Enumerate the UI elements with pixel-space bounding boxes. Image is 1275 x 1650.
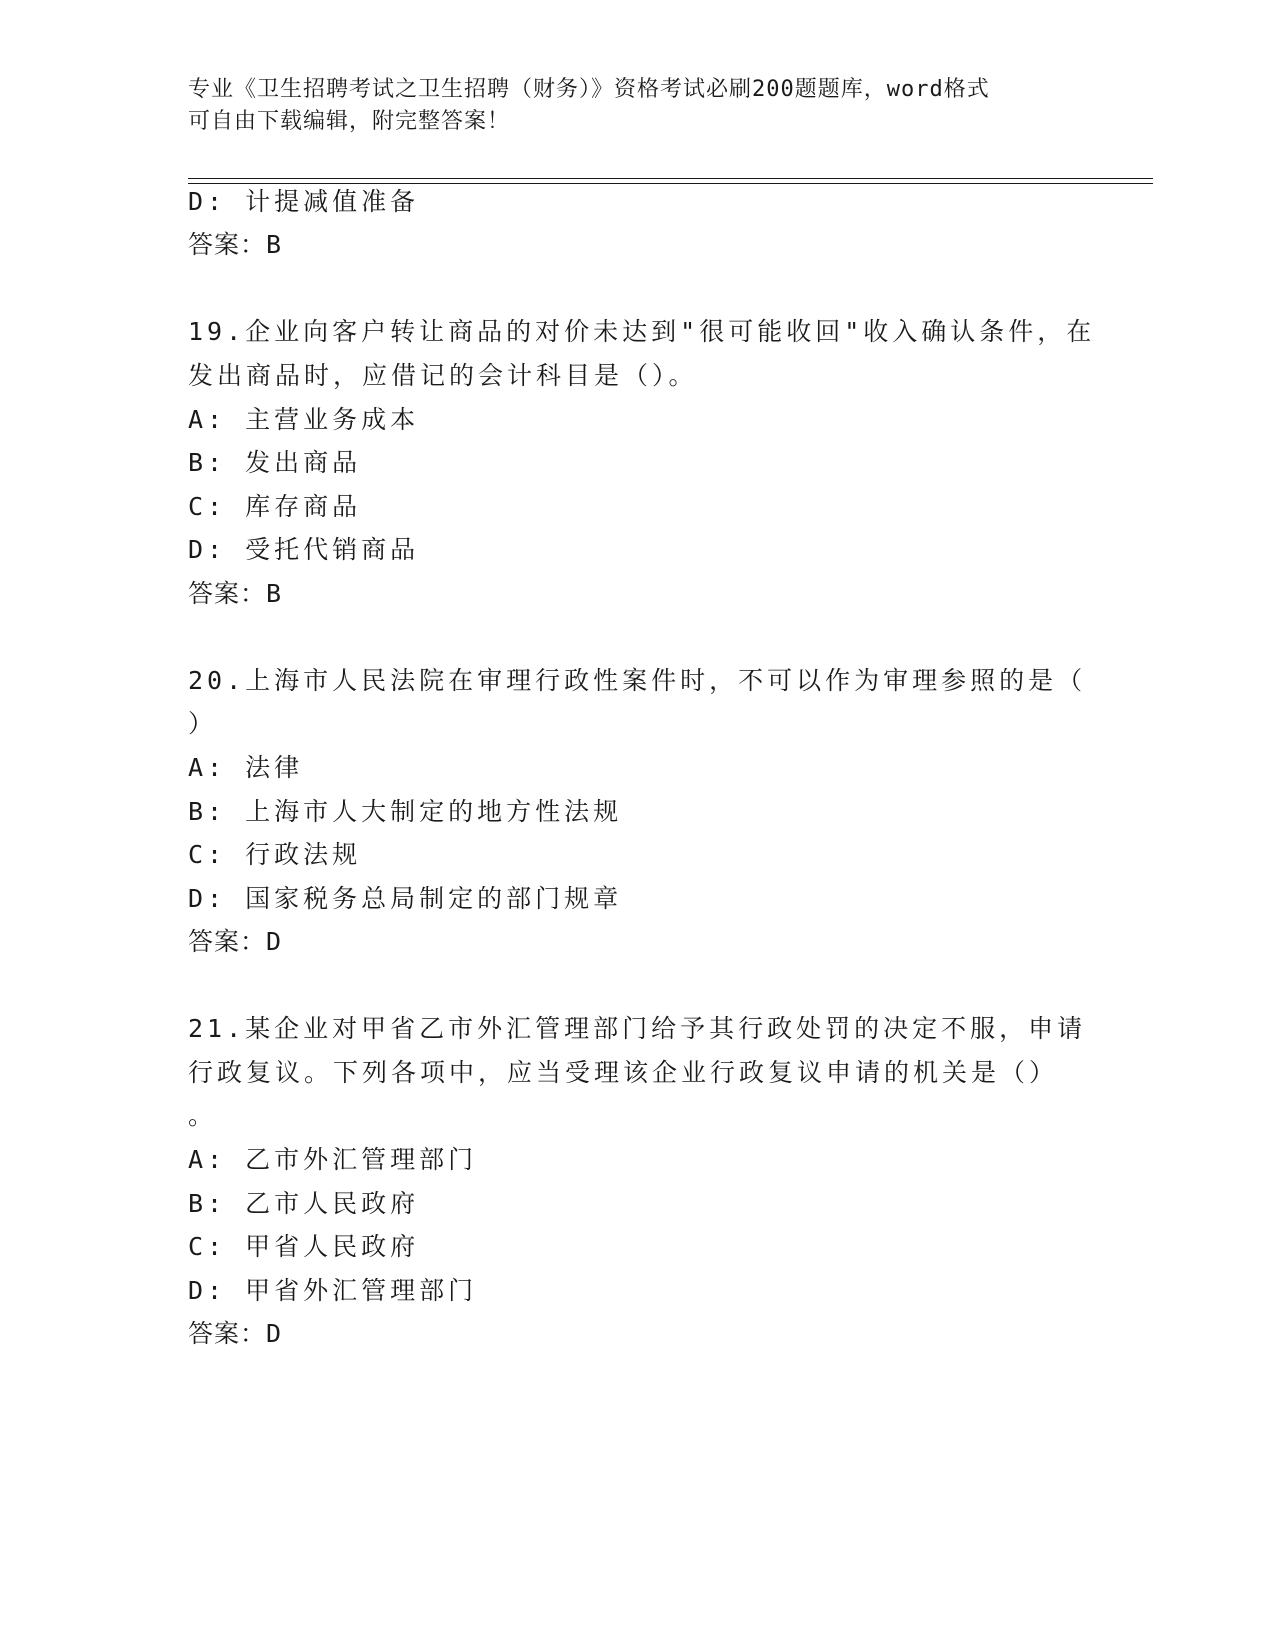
- q20-option-a: A: 法律: [188, 753, 304, 782]
- q21-stem-line2: 行政复议。下列各项中，应当受理该企业行政复议申请的机关是（）: [188, 1058, 1059, 1087]
- q19-option-a: A: 主营业务成本: [188, 405, 420, 434]
- prev-question-answer: 答案：B: [188, 230, 283, 259]
- q19-stem-line2: 发出商品时，应借记的会计科目是（）。: [188, 361, 698, 390]
- q21-option-a: A: 乙市外汇管理部门: [188, 1145, 478, 1174]
- q21-stem-line3: 。: [188, 1101, 218, 1130]
- q20-stem-line2: ）: [188, 709, 218, 738]
- document-header: [188, 74, 1088, 138]
- prev-question-option-d: D: 计提减值准备: [188, 187, 420, 216]
- q19-answer: 答案：B: [188, 579, 283, 608]
- q20-answer: 答案：D: [188, 927, 283, 956]
- q21-option-b: B: 乙市人民政府: [188, 1189, 420, 1218]
- header-title-line2: 可自由下载编辑，附完整答案！: [188, 109, 511, 134]
- q21-answer: 答案：D: [188, 1319, 283, 1348]
- q19-stem-line1: 19.企业向客户转让商品的对价未达到"很可能收回"收入确认条件，在: [188, 317, 1096, 346]
- header-title-line1: 专业《卫生招聘考试之卫生招聘（财务）》资格考试必刷200题题库，word格式: [188, 77, 990, 102]
- q19-option-d: D: 受托代销商品: [188, 535, 420, 564]
- q21-option-d: D: 甲省外汇管理部门: [188, 1276, 478, 1305]
- header-divider: [188, 178, 1153, 184]
- q20-stem-line1: 20.上海市人民法院在审理行政性案件时，不可以作为审理参照的是（: [188, 666, 1087, 695]
- q20-option-b: B: 上海市人大制定的地方性法规: [188, 797, 623, 826]
- q20-option-c: C: 行政法规: [188, 840, 362, 869]
- q21-stem-line1: 21.某企业对甲省乙市外汇管理部门给予其行政处罚的决定不服，申请: [188, 1014, 1087, 1043]
- q19-option-b: B: 发出商品: [188, 448, 362, 477]
- q19-option-c: C: 库存商品: [188, 492, 362, 521]
- q20-option-d: D: 国家税务总局制定的部门规章: [188, 884, 623, 913]
- q21-option-c: C: 甲省人民政府: [188, 1232, 420, 1261]
